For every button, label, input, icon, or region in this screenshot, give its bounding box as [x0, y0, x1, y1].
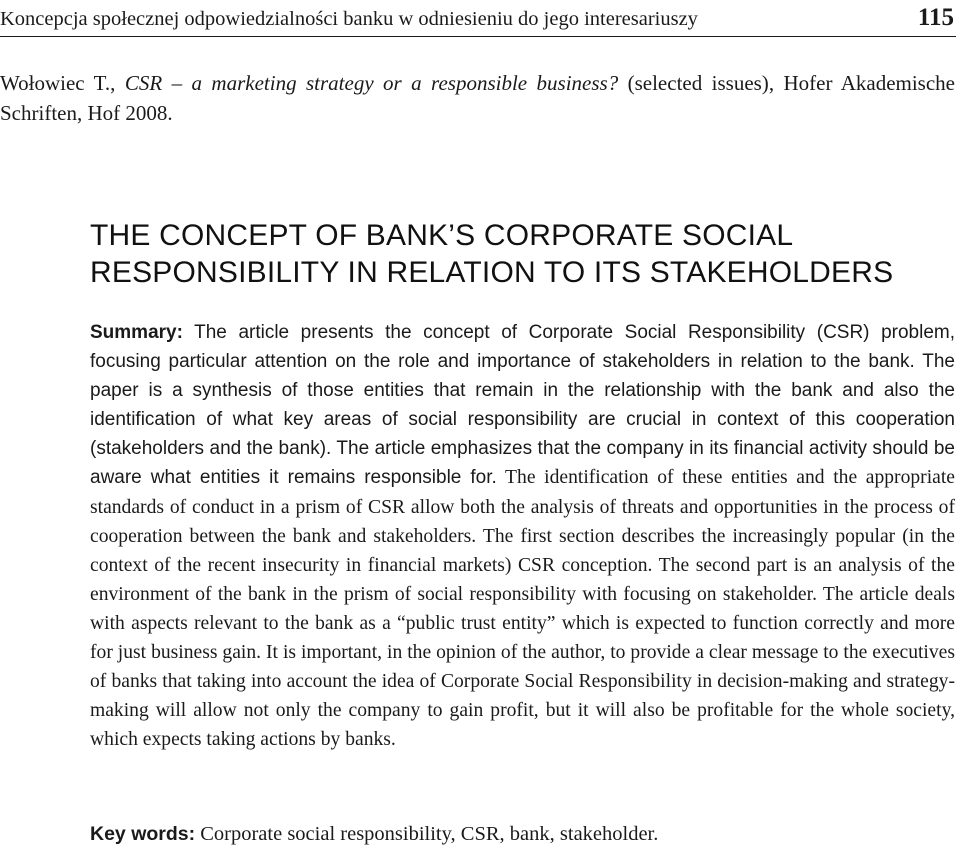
keywords-label: Key words: [90, 823, 196, 845]
summary-paragraph [90, 318, 955, 754]
article-title-line-1: THE CONCEPT OF BANK’S CORPORATE SOCIAL [90, 219, 794, 252]
article-title [90, 217, 894, 291]
keywords-line [90, 820, 955, 848]
running-header-title: Koncepcja społecznej odpowiedzialności banku w odniesieniu do jego interesariuszy [0, 8, 698, 30]
summary-text-part-1: The article presents the concept of Corporate Social Responsibility (CSR) problem, focusing particular attention on the role and importance of stakeholders in relation to the bank. The paper is a synthesis of those entities that remain in the relationship with the bank and also the identification of what key areas of social responsibility are crucial in context of this cooperation (stakeholders and the bank). The article emphasizes that the company in its financial activity should be aware what entities it remains responsible for. [90, 322, 955, 489]
reference-title: CSR – a marketing strategy or a responsible business? [124, 71, 619, 95]
header-divider [0, 36, 956, 37]
summary-text-part-2: The identification of these entities and the appropriate standards of conduct in a prism of CSR allow both the analysis of threats and opportunities in the process of cooperation between the bank and stakeholders. The first section describes the increasingly popular (in the context of the recent insecurity in financial markets) CSR conception. The second part is an analysis of the environment of the bank in the prism of social responsibility with focusing on stakeholder. The article deals with aspects relevant to the bank as a “public trust entity” which is expected to function correctly and more for just business gain. It is important, in the opinion of the author, to provide a clear message to the executives of banks that taking into account the idea of Corporate Social Responsibility in decision-making and strategy-making will allow not only the company to gain profit, but it will also be profitable for the whole society, which expects taking actions by banks. [90, 467, 955, 751]
reference-note: (selected issues) [618, 71, 769, 95]
article-title-line-2: RESPONSIBILITY IN RELATION TO ITS STAKEHOLDERS [90, 256, 894, 289]
reference-author: Wołowiec T., [0, 71, 125, 95]
bibliography-entry [0, 68, 955, 128]
running-header [0, 2, 956, 32]
reference-publisher: , Hofer Akademische Schriften, Hof 2008. [0, 71, 955, 125]
summary-label: Summary: [90, 322, 183, 343]
keywords-text: Corporate social responsibility, CSR, bank, stakeholder. [195, 823, 659, 845]
page-number: 115 [917, 4, 954, 31]
